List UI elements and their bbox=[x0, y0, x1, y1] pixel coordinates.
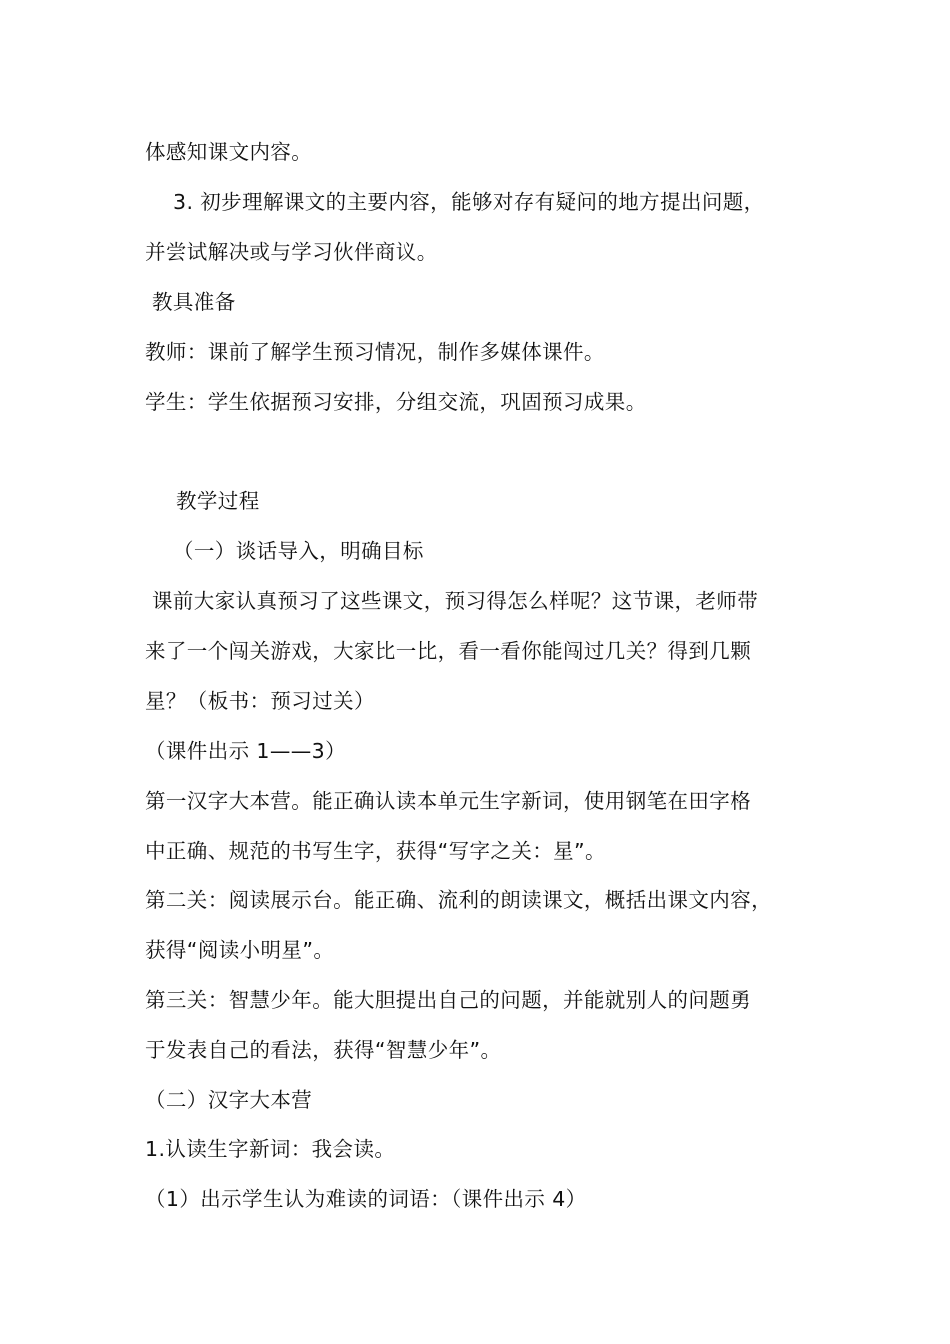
section-heading: 教具准备 bbox=[152, 290, 236, 314]
section-heading: 教学过程 bbox=[176, 489, 260, 513]
subsection-heading: （一）谈话导入，明确目标 bbox=[173, 539, 424, 563]
text-line: 第一汉字大本营。能正确认读本单元生字新词，使用钢笔在田字格 bbox=[145, 789, 752, 813]
text-line: 中正确、规范的书写生字，获得“写字之关：星”。 bbox=[145, 839, 606, 863]
text-line: 3. 初步理解课文的主要内容，能够对存有疑问的地方提出问题， bbox=[173, 190, 765, 214]
text-line: 学生：学生依据预习安排，分组交流，巩固预习成果。 bbox=[145, 390, 647, 414]
text-line: 星？（板书：预习过关） bbox=[145, 689, 375, 713]
text-line: （1）出示学生认为难读的词语：（课件出示 4） bbox=[145, 1187, 587, 1211]
text-line: 课前大家认真预习了这些课文，预习得怎么样呢？这节课，老师带 bbox=[152, 589, 759, 613]
text-line: 第三关：智慧少年。能大胆提出自己的问题，并能就别人的问题勇 bbox=[145, 988, 752, 1012]
text-line: 第二关：阅读展示台。能正确、流利的朗读课文，概括出课文内容， bbox=[145, 888, 772, 912]
text-line: 体感知课文内容。 bbox=[145, 140, 313, 164]
text-line: （课件出示 1——3） bbox=[145, 739, 347, 763]
text-line: 获得“阅读小明星”。 bbox=[145, 938, 335, 962]
text-line: 并尝试解决或与学习伙伴商议。 bbox=[145, 240, 438, 264]
text-line: 来了一个闯关游戏，大家比一比，看一看你能闯过几关？得到几颗 bbox=[145, 639, 752, 663]
text-line: 于发表自己的看法，获得“智慧少年”。 bbox=[145, 1038, 502, 1062]
text-line: 教师：课前了解学生预习情况，制作多媒体课件。 bbox=[145, 340, 605, 364]
subsection-heading: （二）汉字大本营 bbox=[145, 1088, 313, 1112]
text-line: 1.认读生字新词：我会读。 bbox=[145, 1137, 396, 1161]
